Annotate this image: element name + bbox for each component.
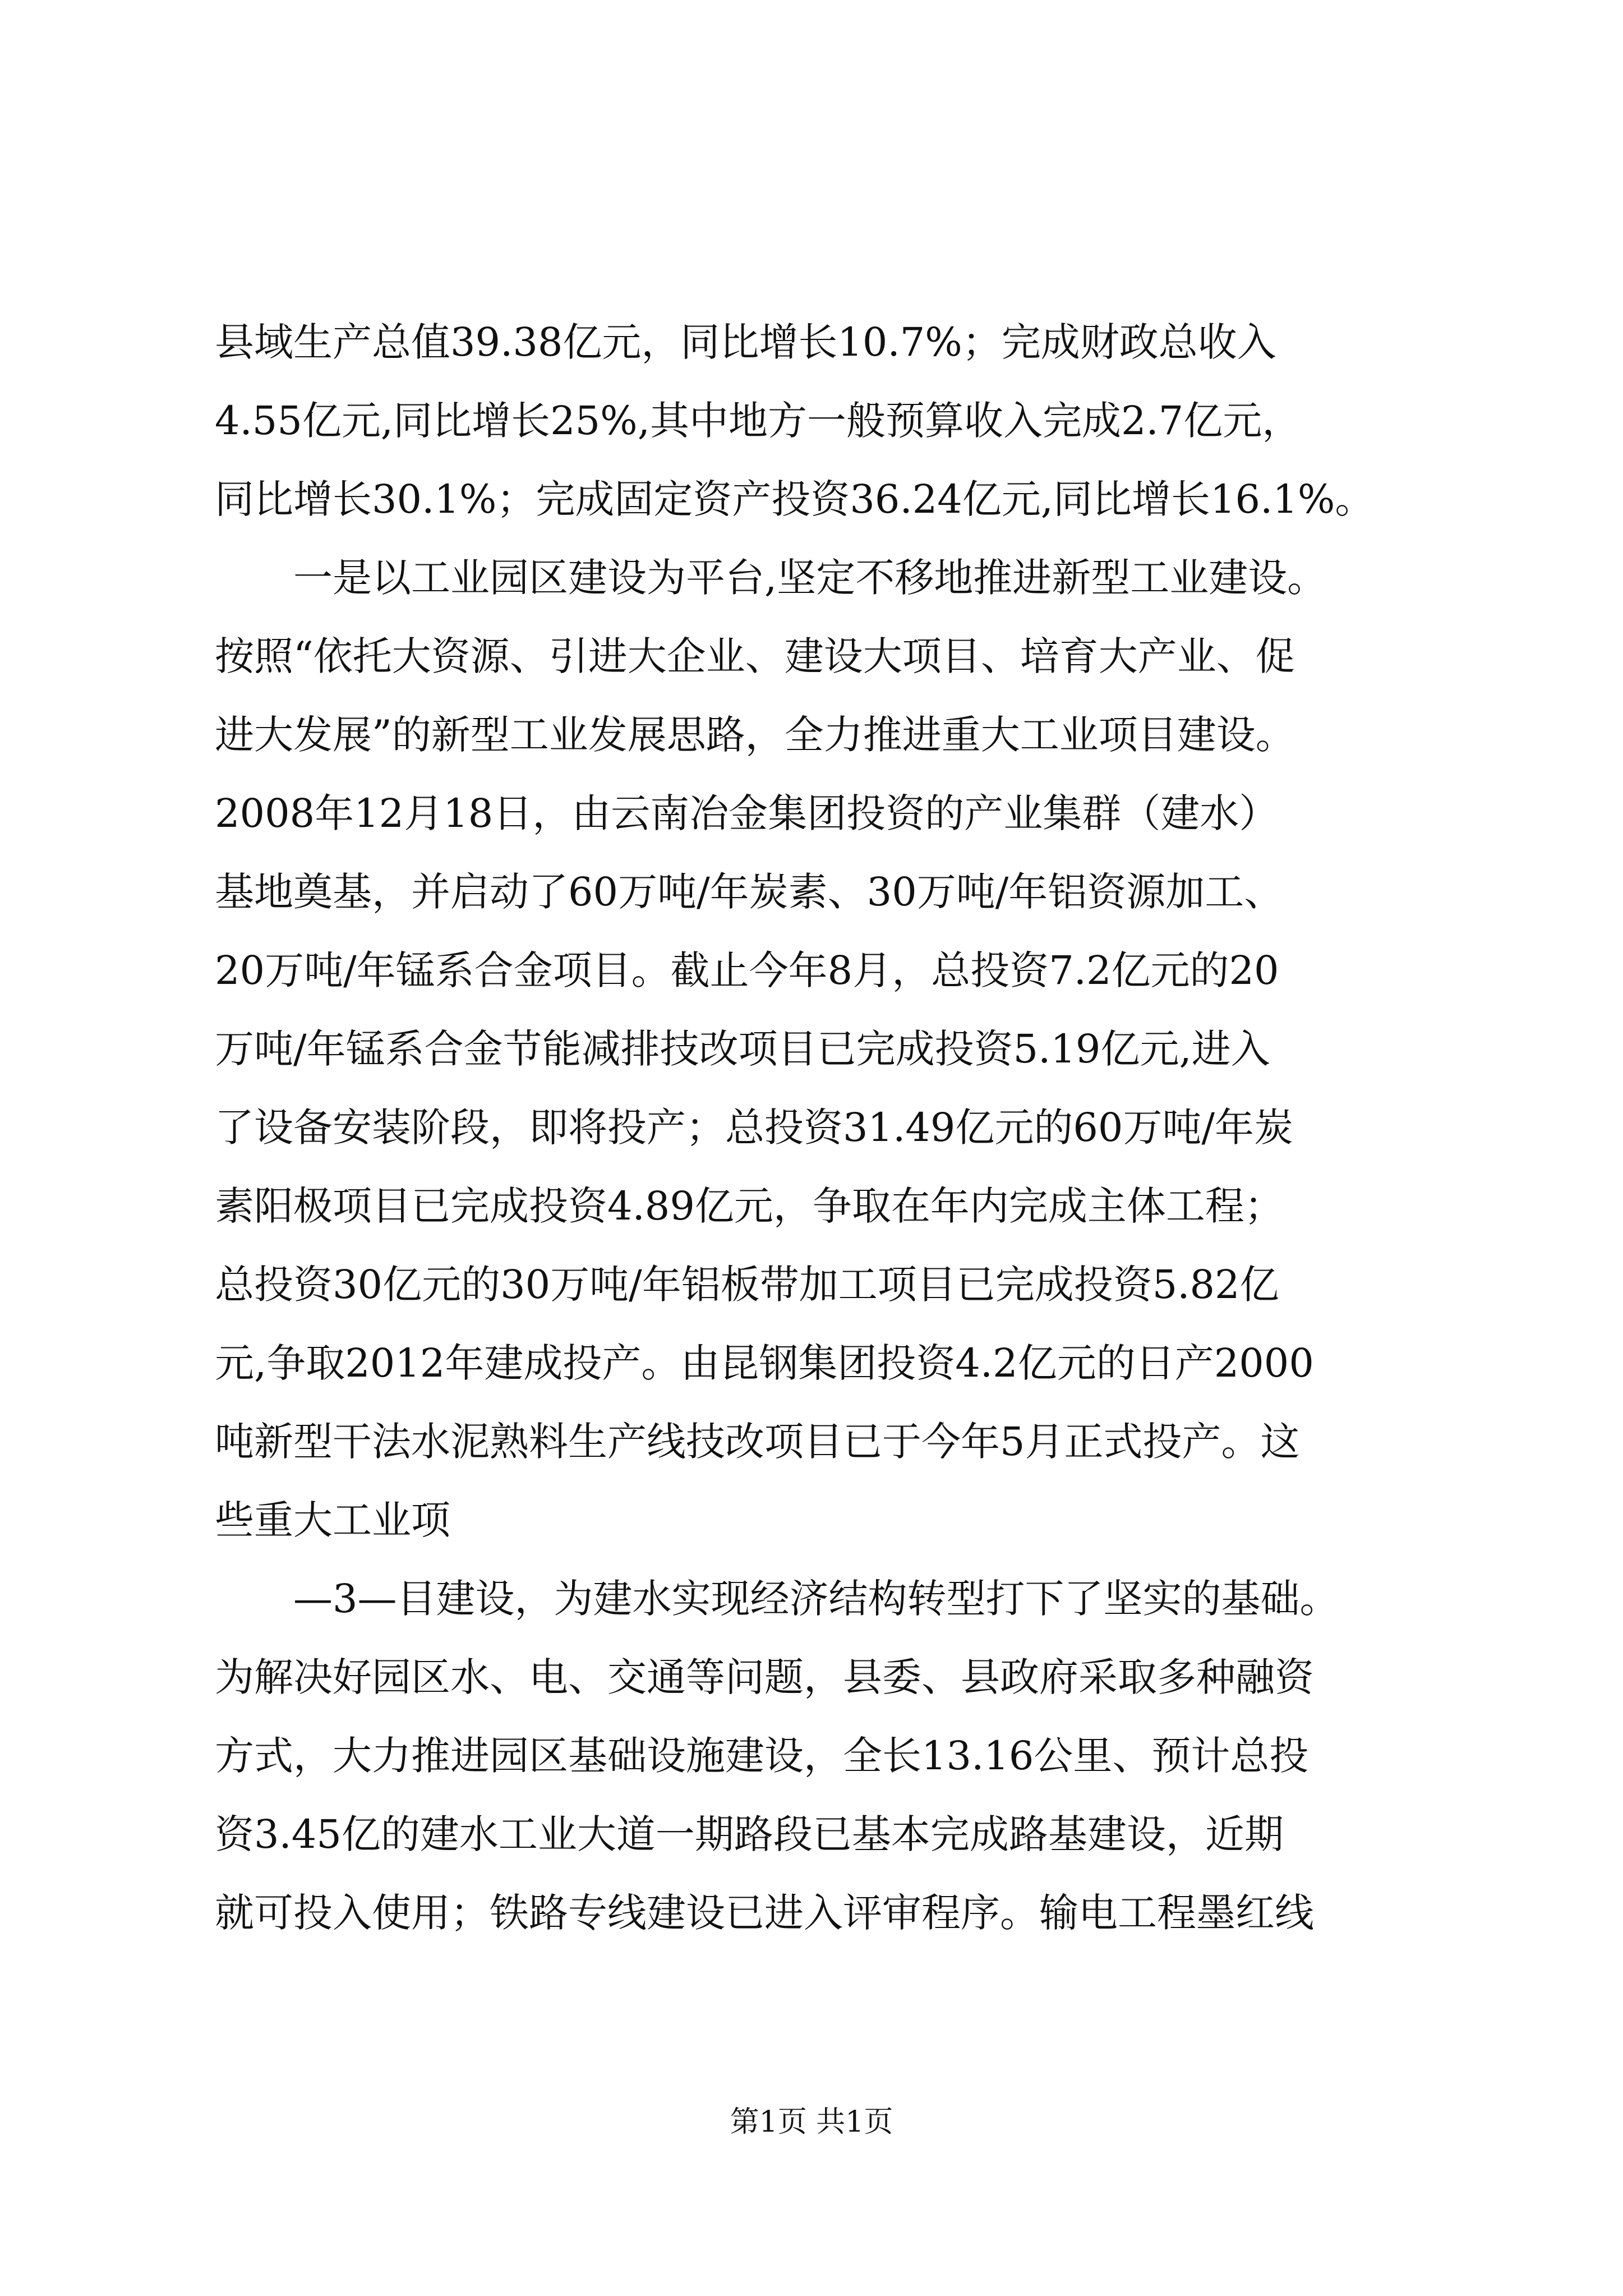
text-line: 素阳极项目已完成投资4.89亿元，争取在年内完成主体工程；	[215, 1183, 1284, 1229]
text-line: 元,争取2012年建成投产。由昆钢集团投资4.2亿元的日产2000	[215, 1340, 1314, 1386]
text-line: 就可投入使用；铁路专线建设已进入评审程序。输电工程墨红线	[215, 1890, 1314, 1936]
text-line: 一是以工业园区建设为平台,坚定不移地推进新型工业建设。	[215, 555, 1327, 601]
text-line: 县域生产总值39.38亿元，同比增长10.7%；完成财政总收入	[215, 319, 1276, 365]
text-line: 资3.45亿的建水工业大道一期路段已基本完成路基建设，近期	[215, 1811, 1284, 1857]
text-line: —3—目建设，为建水实现经济结构转型打下了坚实的基础。	[215, 1576, 1339, 1622]
text-line: 同比增长30.1%；完成固定资产投资36.24亿元,同比增长16.1%。	[215, 476, 1375, 522]
text-line: 吨新型干法水泥熟料生产线技改项目已于今年5月正式投产。这	[215, 1419, 1300, 1465]
text-line: 方式，大力推进园区基础设施建设，全长13.16公里、预计总投	[215, 1733, 1309, 1779]
text-line: 4.55亿元,同比增长25%,其中地方一般预算收入完成2.7亿元，	[215, 398, 1302, 444]
text-line: 万吨/年锰系合金节能减排技改项目已完成投资5.19亿元,进入	[215, 1026, 1270, 1072]
text-line: 总投资30亿元的30万吨/年铝板带加工项目已完成投资5.82亿	[215, 1262, 1279, 1308]
document-body	[215, 303, 1415, 1952]
text-line: 2008年12月18日，由云南冶金集团投资的产业集群（建水）	[215, 790, 1279, 836]
text-line: 些重大工业项	[215, 1497, 450, 1543]
text-line: 20万吨/年锰系合金项目。截止今年8月，总投资7.2亿元的20	[215, 947, 1279, 993]
text-line: 按照“依托大资源、引进大企业、建设大项目、培育大产业、促	[215, 633, 1295, 679]
text-line: 基地奠基，并启动了60万吨/年炭素、30万吨/年铝资源加工、	[215, 869, 1284, 915]
text-line: 了设备安装阶段，即将投产；总投资31.49亿元的60万吨/年炭	[215, 1105, 1294, 1151]
page-footer: 第1页 共1页	[730, 2105, 893, 2139]
text-line: 为解决好园区水、电、交通等问题，县委、县政府采取多种融资	[215, 1654, 1314, 1700]
text-line: 进大发展”的新型工业发展思路，全力推进重大工业项目建设。	[215, 712, 1295, 758]
